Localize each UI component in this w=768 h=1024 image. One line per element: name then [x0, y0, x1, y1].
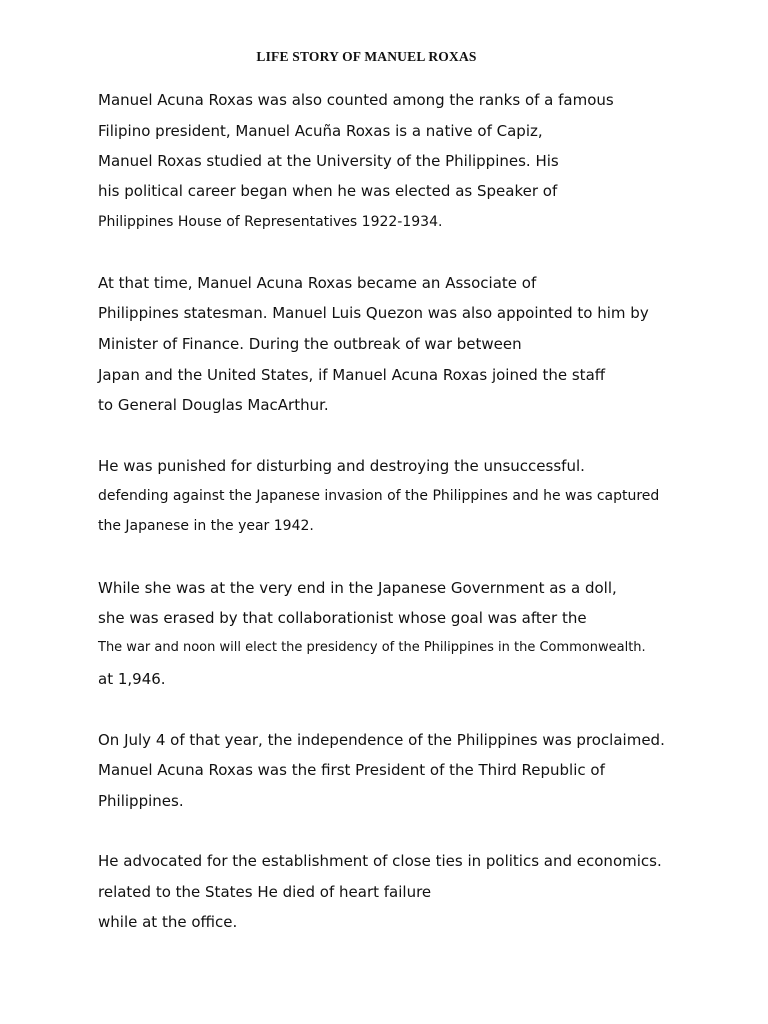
paragraph-1-line-4: his political career began when he was elected as Speaker of — [98, 182, 558, 200]
paragraph-2-line-5: to General Douglas MacArthur. — [98, 396, 329, 414]
paragraph-5-line-2: Manuel Acuna Roxas was the first President of the Third Republic of — [98, 761, 605, 779]
paragraph-2-line-3: Minister of Finance. During the outbreak of war between — [98, 335, 522, 353]
paragraph-1-line-2: Filipino president, Manuel Acuña Roxas is a native of Capiz, — [98, 122, 543, 140]
paragraph-5-line-1: On July 4 of that year, the independence of the Philippines was proclaimed. — [98, 731, 665, 749]
paragraph-3-line-2: defending against the Japanese invasion of the Philippines and he was captured — [98, 488, 660, 504]
paragraph-4-line-3: The war and noon will elect the presidency of the Philippines in the Commonwealth. — [98, 640, 646, 655]
paragraph-2-line-4: Japan and the United States, if Manuel Acuna Roxas joined the staff — [98, 366, 606, 384]
paragraph-3-line-1: He was punished for disturbing and destroying the unsuccessful. — [98, 457, 585, 475]
paragraph-3-line-3: the Japanese in the year 1942. — [98, 518, 314, 534]
paragraph-1-line-3: Manuel Roxas studied at the University of the Philippines. His — [98, 152, 559, 170]
paragraph-4-line-1: While she was at the very end in the Japanese Government as a doll, — [98, 579, 617, 597]
paragraph-6-line-1: He advocated for the establishment of close ties in politics and economics. — [98, 852, 662, 870]
paragraph-6-line-2: related to the States He died of heart failure — [98, 883, 432, 901]
paragraph-4-line-4: at 1,946. — [98, 670, 166, 688]
paragraph-6-line-3: while at the office. — [98, 913, 238, 931]
paragraph-1-line-5: Philippines House of Representatives 1922-1934. — [98, 214, 443, 230]
paragraph-1-line-1: Manuel Acuna Roxas was also counted among the ranks of a famous — [98, 91, 614, 109]
document-title: LIFE STORY OF MANUEL ROXAS — [256, 49, 477, 64]
paragraph-2-line-2: Philippines statesman. Manuel Luis Quezon was also appointed to him by — [98, 304, 649, 322]
paragraph-4-line-2: she was erased by that collaborationist whose goal was after the — [98, 609, 587, 627]
paragraph-2-line-1: At that time, Manuel Acuna Roxas became an Associate of — [98, 274, 537, 292]
paragraph-5-line-3: Philippines. — [98, 792, 184, 810]
